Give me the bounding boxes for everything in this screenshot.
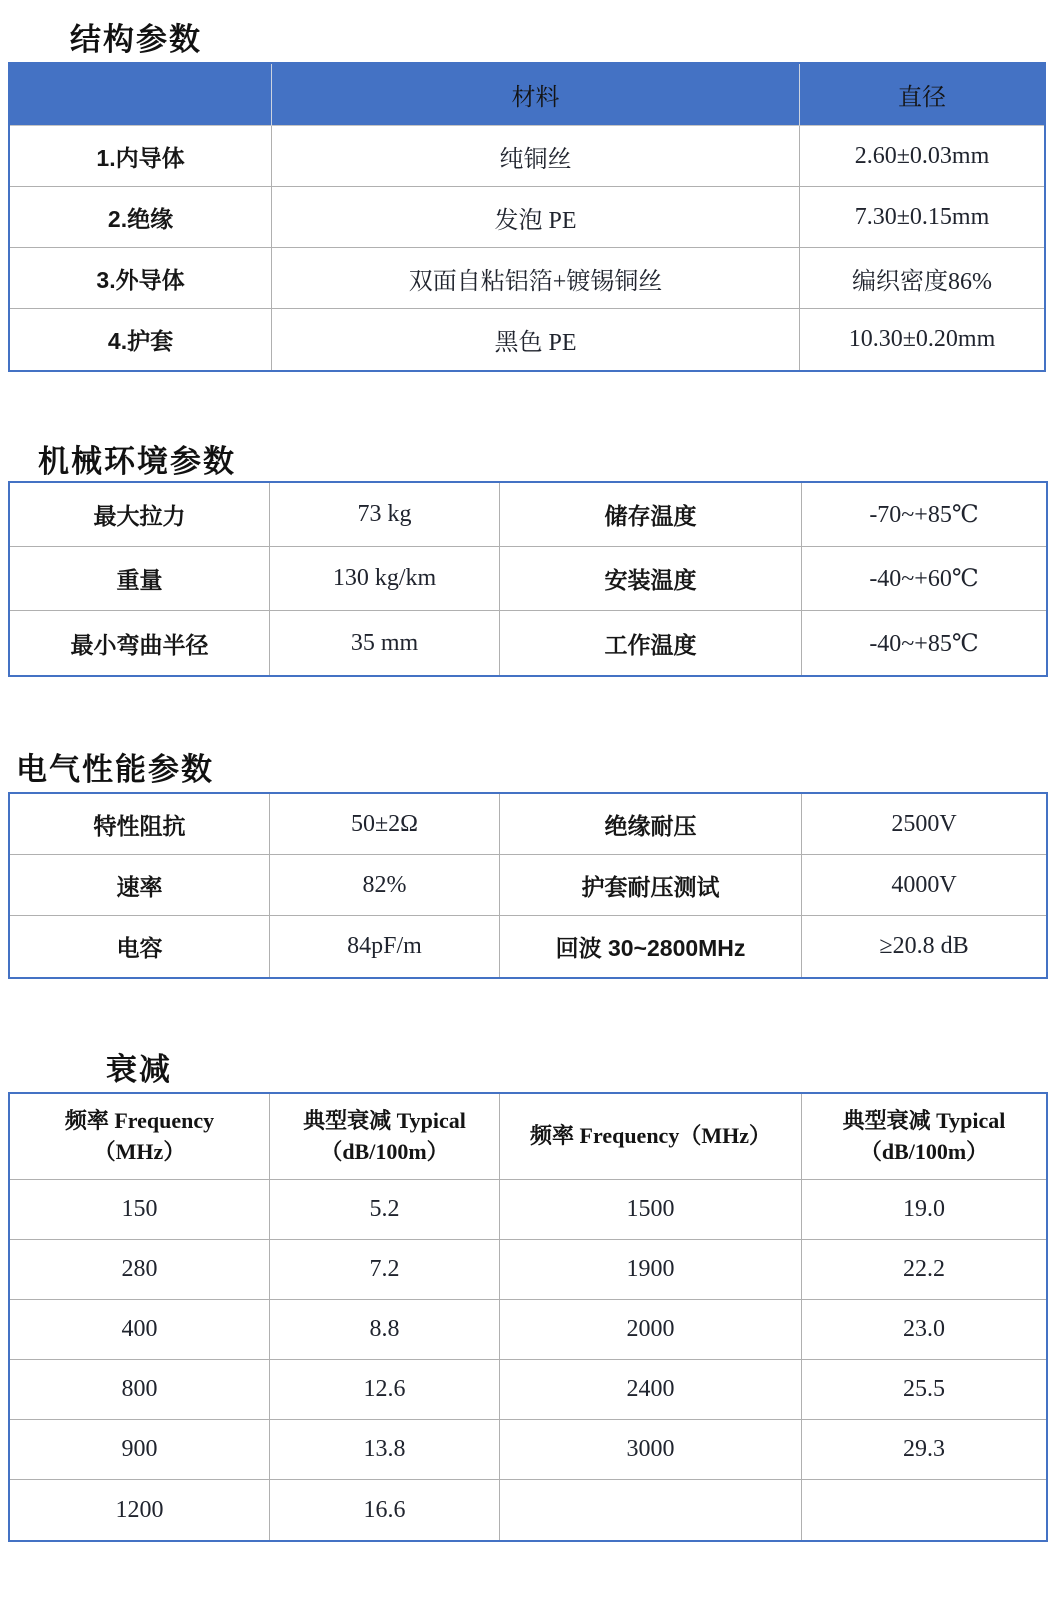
elec-value: ≥20.8 dB [879, 933, 969, 959]
structure-table [8, 62, 1046, 372]
attenuation-value: 7.2 [270, 1240, 500, 1300]
header-line: 频率 Frequency（MHz） [530, 1123, 771, 1149]
elec-label: 特性阻抗 [10, 794, 270, 855]
attenuation-frequency: 1500 [500, 1180, 802, 1240]
attenuation-header-frequency-2 [500, 1094, 802, 1180]
elec-value: 50±2Ω [270, 794, 500, 855]
section-title-attenuation: 衰减 [106, 1052, 172, 1087]
structure-header-material: 材料 [272, 64, 800, 126]
attenuation-frequency: 800 [10, 1360, 270, 1420]
elec-value: 2500V [802, 794, 1046, 855]
attenuation-frequency: 1900 [500, 1240, 802, 1300]
elec-label: 电容 [10, 916, 270, 977]
attenuation-value: 16.6 [270, 1480, 500, 1540]
mech-label: 储存温度 [500, 483, 802, 547]
attenuation-table [8, 1092, 1048, 1542]
mech-value: 35 mm [270, 611, 500, 675]
mech-label: 安装温度 [500, 547, 802, 611]
mech-value: -40~+60℃ [802, 547, 1046, 611]
mech-label: 最大拉力 [10, 483, 270, 547]
attenuation-value: 22.2 [802, 1240, 1046, 1300]
mech-value: 73 kg [270, 483, 500, 547]
mech-value: -40~+85℃ [869, 630, 979, 657]
structure-header-blank [10, 64, 272, 126]
header-line: （dB/100m） [320, 1138, 449, 1164]
attenuation-frequency: 900 [10, 1420, 270, 1480]
attenuation-value: 13.8 [270, 1420, 500, 1480]
attenuation-frequency: 280 [10, 1240, 270, 1300]
structure-row-diameter: 10.30±0.20mm [848, 326, 996, 352]
structure-row-material: 双面自粘铝箔+镀锡铜丝 [272, 248, 800, 309]
structure-row-name: 4.护套 [10, 309, 272, 370]
structure-row-name: 3.外导体 [10, 248, 272, 309]
elec-label: 绝缘耐压 [500, 794, 802, 855]
attenuation-frequency: 3000 [500, 1420, 802, 1480]
structure-row-diameter: 7.30±0.15mm [800, 187, 1044, 248]
structure-row-name: 1.内导体 [10, 126, 272, 187]
mech-value: -70~+85℃ [802, 483, 1046, 547]
attenuation-header-frequency-1 [10, 1094, 270, 1180]
section-title-electrical: 电气性能参数 [16, 752, 214, 787]
structure-row-material: 纯铜丝 [272, 126, 800, 187]
structure-row-material: 黑色 PE [272, 309, 800, 370]
attenuation-value: 23.0 [802, 1300, 1046, 1360]
structure-row-name: 2.绝缘 [10, 187, 272, 248]
attenuation-header-typical-2 [802, 1094, 1046, 1180]
header-line: （dB/100m） [859, 1138, 989, 1164]
section-title-structure: 结构参数 [70, 22, 202, 57]
mech-value: 130 kg/km [270, 547, 500, 611]
structure-row-diameter: 编织密度86% [800, 248, 1044, 309]
section-title-mechanical: 机械环境参数 [38, 444, 236, 479]
mechanical-table [8, 481, 1048, 677]
elec-label: 回波 30~2800MHz [500, 916, 802, 977]
header-line: 频率 Frequency [64, 1107, 215, 1133]
attenuation-value: 12.6 [270, 1360, 500, 1420]
attenuation-frequency: 2400 [500, 1360, 802, 1420]
attenuation-frequency: 400 [10, 1300, 270, 1360]
attenuation-frequency: 1200 [10, 1480, 270, 1540]
header-line: （MHz） [93, 1138, 186, 1164]
header-line: 典型衰减 Typical [303, 1107, 466, 1133]
elec-label: 速率 [10, 855, 270, 916]
elec-label: 护套耐压测试 [500, 855, 802, 916]
elec-value: 82% [270, 855, 500, 916]
mech-label: 最小弯曲半径 [10, 611, 270, 675]
header-line: 典型衰减 Typical [842, 1107, 1006, 1133]
elec-value: 4000V [802, 855, 1046, 916]
structure-row-diameter: 2.60±0.03mm [800, 126, 1044, 187]
electrical-table [8, 792, 1048, 979]
attenuation-value [802, 1480, 1046, 1540]
attenuation-value: 19.0 [802, 1180, 1046, 1240]
attenuation-frequency: 150 [10, 1180, 270, 1240]
structure-row-material: 发泡 PE [272, 187, 800, 248]
attenuation-header-typical-1 [270, 1094, 500, 1180]
attenuation-value: 5.2 [270, 1180, 500, 1240]
mech-label: 工作温度 [500, 611, 802, 675]
attenuation-frequency: 2000 [500, 1300, 802, 1360]
attenuation-frequency [500, 1480, 802, 1540]
mech-label: 重量 [10, 547, 270, 611]
attenuation-value: 25.5 [802, 1360, 1046, 1420]
structure-header-diameter: 直径 [800, 64, 1044, 126]
elec-value: 84pF/m [270, 916, 500, 977]
attenuation-value: 8.8 [270, 1300, 500, 1360]
attenuation-value: 29.3 [802, 1420, 1046, 1480]
